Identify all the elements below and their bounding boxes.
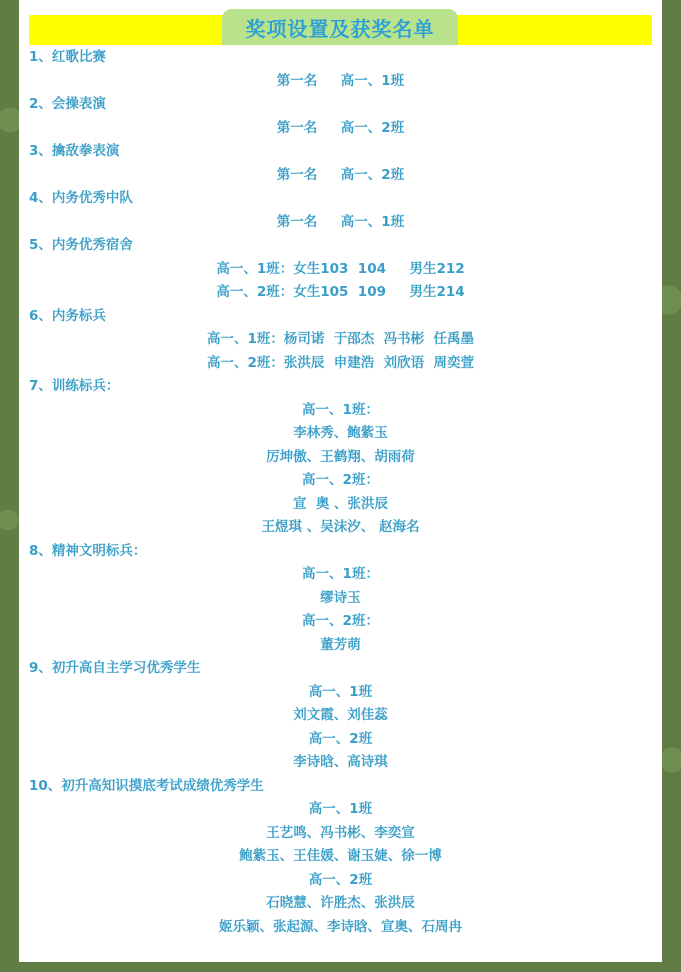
- award-entry: 第一名 高一、1班: [276, 72, 405, 89]
- award-entry: 高一、2班：张洪辰 申建浩 刘欣语 周奕萱: [206, 354, 475, 371]
- award-category-heading: 10、初升高知识摸底考试成绩优秀学生: [29, 777, 264, 794]
- award-entry: 高一、2班: [308, 730, 373, 747]
- award-list: [19, 46, 662, 939]
- award-category-heading: 5、内务优秀宿舍: [29, 237, 133, 253]
- award-entry: 高一、2班：: [302, 472, 379, 488]
- award-entry: 缪诗玉: [320, 589, 361, 606]
- award-category-heading: 6、内务标兵: [29, 307, 106, 324]
- award-entry: 刘文霞、刘佳蕊: [293, 707, 388, 723]
- award-entry: 宣 奥 、张洪辰: [292, 495, 389, 512]
- award-entry: 高一、1班：杨司诺 于邵杰 冯书彬 任禹墨: [206, 331, 475, 347]
- award-entry: 第一名 高一、2班: [276, 166, 405, 183]
- award-entry: 厉坤傲、王鹤翔、胡雨荷: [266, 448, 415, 465]
- award-entry: 姬乐颖、张起源、李诗晗、宣奥、石周冉: [219, 918, 462, 935]
- award-entry: 高一、1班: [308, 801, 373, 817]
- award-entry: 李诗晗、高诗琪: [293, 754, 388, 770]
- award-category-heading: 1、红歌比赛: [29, 49, 106, 65]
- award-entry: 高一、1班：女生103 104 男生212: [216, 260, 465, 277]
- award-category-heading: 7、训练标兵：: [29, 378, 120, 394]
- award-entry: 第一名 高一、1班: [276, 213, 405, 230]
- award-entry: 高一、1班：: [302, 401, 379, 418]
- award-entry: 高一、2班：女生105 109 男生214: [216, 284, 465, 300]
- award-entry: 高一、1班：: [302, 566, 379, 582]
- award-entry: 王煜琪 、吴沫汐、 赵海名: [261, 519, 420, 535]
- page-title: 奖项设置及获奖名单: [222, 9, 458, 45]
- award-entry: 高一、1班: [308, 683, 373, 700]
- award-category-heading: 2、会操表演: [29, 96, 106, 112]
- award-category-heading: 9、初升高自主学习优秀学生: [29, 660, 201, 676]
- award-entry: 第一名 高一、2班: [276, 119, 405, 136]
- award-entry: 董芳萌: [320, 636, 361, 653]
- award-category-heading: 3、擒敌拳表演: [29, 143, 120, 159]
- document-page: [19, 0, 662, 962]
- award-entry: 李林秀、鲍紫玉: [293, 425, 388, 441]
- award-entry: 高一、2班：: [302, 613, 379, 629]
- award-entry: 石晓慧、许胜杰、张洪辰: [266, 895, 415, 911]
- award-entry: 鲍紫玉、王佳媛、谢玉婕、徐一博: [239, 848, 442, 864]
- award-entry: 王艺鸣、冯书彬、李奕宣: [266, 824, 415, 841]
- award-category-heading: 8、精神文明标兵：: [29, 542, 147, 559]
- award-entry: 高一、2班: [308, 871, 373, 888]
- award-category-heading: 4、内务优秀中队: [29, 190, 133, 206]
